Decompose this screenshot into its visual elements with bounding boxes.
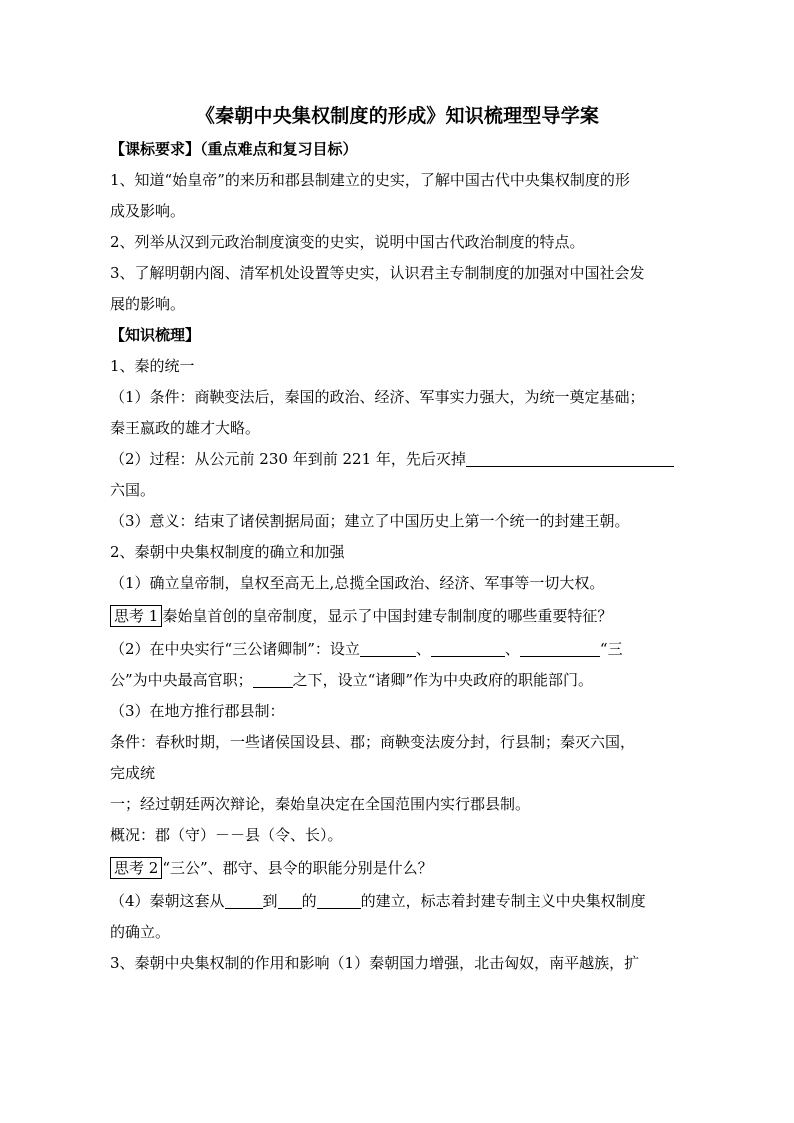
knowledge-heading: 【知识梳理】 <box>110 326 201 344</box>
central-text-2a: 公”为中央最高官职； <box>110 671 253 689</box>
central-text-suffix: “三 <box>599 640 623 658</box>
fill-blank-gong-3[interactable] <box>520 640 600 657</box>
central-text: （2）在中央实行“三公诸卿制”：设立 <box>110 640 360 658</box>
fill-blank-from[interactable] <box>225 892 263 909</box>
section2-heading: 2、秦朝中央集权制度的确立和加强 <box>110 543 345 561</box>
fill-blank-gong-1[interactable] <box>360 640 416 657</box>
think1-text: 秦始皇首创的皇帝制度，显示了中国封建专制制度的哪些重要特征？ <box>162 607 613 625</box>
think2-row <box>110 853 685 884</box>
section2-emperor: （1）确立皇帝制，皇权至高无上,总揽全国政治、经济、军事等一切大权。 <box>110 574 605 592</box>
system-text-suffix: 的建立，标志着封建专制主义中央集权制度 <box>360 892 646 910</box>
think2-text: “三公”、郡守、县令的职能分别是什么？ <box>162 859 433 877</box>
standards-line: 2、列举从汉到元政治制度演变的史实，说明中国古代政治制度的特点。 <box>110 233 585 251</box>
standards-line: 成及影响。 <box>110 202 186 220</box>
document-page <box>110 96 685 979</box>
think1-label: 思考 1 <box>110 605 162 627</box>
standards-line: 3、了解明朝内阁、清军机处设置等史实，认识君主专制制度的加强对中国社会发 <box>110 264 645 282</box>
section2-central-cont <box>110 665 685 696</box>
fill-blank-gong-2[interactable] <box>431 640 505 657</box>
section2-local-condition-cont: 完成统 <box>110 764 156 782</box>
standards-line: 1、知道“始皇帝”的来历和郡县制建立的史实，了解中国古代中央集权制度的形 <box>110 171 630 189</box>
section1-process-cont: 六国。 <box>110 481 156 499</box>
section1-condition-cont: 秦王嬴政的雄才大略。 <box>110 419 261 437</box>
standards-heading: 【课标要求】（重点难点和复习目标） <box>110 140 358 158</box>
section3-line: 3、秦朝中央集权制的作用和影响（1）秦朝国力增强，北击匈奴，南平越族，扩 <box>110 954 640 972</box>
fill-blank-to[interactable] <box>278 892 302 909</box>
section1-process <box>110 444 685 475</box>
standards-line: 展的影响。 <box>110 295 186 313</box>
section2-local-condition: 条件：春秋时期，一些诸侯国设县、郡；商鞅变法废分封，行县制；秦灭六国， <box>110 733 636 751</box>
central-text-2b: 之下，设立“诸卿”作为中央政府的职能部门。 <box>292 671 594 689</box>
section2-local-heading: （3）在地方推行郡县制： <box>110 702 285 720</box>
think2-label: 思考 2 <box>110 857 162 879</box>
section2-local-overview: 概况：郡（守）－－县（令、长）。 <box>110 826 343 844</box>
section1-meaning: （3）意义：结束了诸侯割据局面；建立了中国历史上第一个统一的封建王朝。 <box>110 512 630 530</box>
document-title: 《秦朝中央集权制度的形成》知识梳理型导学案 <box>195 105 600 127</box>
separator: 、 <box>415 640 431 658</box>
section1-process-text: （2）过程：从公元前 230 年到前 221 年，先后灭掉 <box>110 450 466 468</box>
fill-blank-sangong[interactable] <box>253 671 293 688</box>
section1-condition: （1）条件：商鞅变法后，秦国的政治、经济、军事实力强大，为统一奠定基础； <box>110 388 645 406</box>
think1-row <box>110 601 685 632</box>
separator: 、 <box>504 640 520 658</box>
section2-local-condition-cont: 一；经过朝廷两次辩论，秦始皇决定在全国范围内实行郡县制。 <box>110 795 531 813</box>
system-text-mid2: 的 <box>301 892 317 910</box>
system-text-mid1: 到 <box>262 892 278 910</box>
fill-blank-system[interactable] <box>317 892 361 909</box>
fill-blank-countries[interactable] <box>466 450 674 467</box>
section2-system-cont: 的确立。 <box>110 923 171 941</box>
section1-heading: 1、秦的统一 <box>110 357 195 375</box>
system-text: （4）秦朝这套从 <box>110 892 225 910</box>
section2-central <box>110 634 685 665</box>
section2-system <box>110 886 685 917</box>
